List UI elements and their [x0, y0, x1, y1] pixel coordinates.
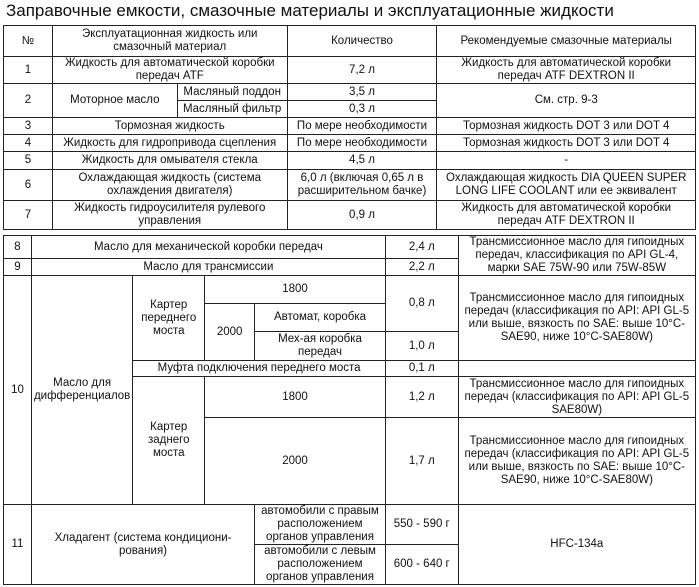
engine-cell: 1800 — [205, 276, 386, 304]
row-num: 7 — [4, 201, 53, 230]
qty-cell: 1,2 л — [385, 377, 458, 418]
engine-cell: 2000 — [205, 418, 386, 505]
row-num: 3 — [4, 118, 53, 135]
qty-cell: 4,5 л — [287, 152, 437, 170]
table-row — [4, 201, 696, 230]
row-num: 4 — [4, 135, 53, 152]
qty-cell: 0,3 л — [287, 101, 437, 118]
table-row — [4, 170, 696, 201]
rec-cell: Тормозная жидкость DOT 3 или DOT 4 — [437, 118, 696, 135]
row-num: 11 — [4, 505, 32, 585]
header-qty: Количество — [287, 26, 437, 57]
row-num: 8 — [4, 236, 32, 259]
gearbox-cell: Автомат, коробка — [255, 304, 386, 332]
qty-cell: 550 - 590 г — [385, 505, 458, 545]
rec-cell: Жидкость для автоматической коробки передач ATF DEXTRON II — [437, 201, 696, 230]
table-row — [4, 276, 696, 304]
steering-cell: автомобили с левым расположением органов управления — [255, 545, 386, 585]
steering-cell: автомобили с правым расположением органов управления — [255, 505, 386, 545]
fluid-cell: Хладагент (система кондициони-рования) — [31, 505, 254, 585]
qty-cell: 1,7 л — [385, 418, 458, 505]
qty-cell: 0,1 л — [385, 361, 458, 377]
qty-cell: 600 - 640 г — [385, 545, 458, 585]
fluid-cell: Моторное масло — [52, 84, 177, 118]
row-num: 9 — [4, 259, 32, 276]
rec-cell: - — [437, 152, 696, 170]
sub-cell: Масляный поддон — [177, 84, 287, 101]
rec-cell: Охлаждающая жидкость DIA QUEEN SUPER LONG LIFE COOLANT или ее эквивалент — [437, 170, 696, 201]
table-row — [4, 236, 696, 259]
rec-cell: Трансмиссионное масло для гипоидных передач (классификация по API: API GL-5 или выше, вязкость по SAE: выше 10°С-SAE90, ниже 10°С-SAE80W) — [458, 276, 695, 361]
fluid-cell: Жидкость для автоматической коробки передач ATF — [52, 57, 287, 84]
qty-cell: 0,9 л — [287, 201, 437, 230]
header-rec: Рекомендуемые смазочные материалы — [437, 26, 696, 57]
sub-cell: Масляный фильтр — [177, 101, 287, 118]
table-header-row — [4, 26, 696, 57]
qty-cell: 3,5 л — [287, 84, 437, 101]
qty-cell: 1,0 л — [385, 332, 458, 361]
qty-cell: По мере необходимости — [287, 135, 437, 152]
fluid-cell: Жидкость для омывателя стекла — [52, 152, 287, 170]
table-row — [4, 505, 696, 545]
rec-cell: Трансмиссионное масло для гипоидных передач, классификация по API GL-4, марки SAE 75W-90 или 75W-85W — [458, 236, 695, 276]
qty-cell: 7,2 л — [287, 57, 437, 84]
table-row — [4, 57, 696, 84]
clutch-cell: Муфта подключения переднего моста — [133, 361, 386, 377]
fluid-cell: Жидкость для гидропривода сцепления — [52, 135, 287, 152]
qty-cell: По мере необходимости — [287, 118, 437, 135]
row-num: 10 — [4, 276, 32, 505]
engine-cell: 2000 — [205, 304, 255, 361]
rear-axle-cell: Картер заднего моста — [133, 377, 205, 505]
rec-cell: См. стр. 9-3 — [437, 84, 696, 118]
fluid-cell: Тормозная жидкость — [52, 118, 287, 135]
fluids-table-lower — [3, 235, 696, 585]
rec-cell: HFC-134a — [458, 505, 695, 585]
front-axle-cell: Картер переднего моста — [133, 276, 205, 361]
qty-cell: 2,2 л — [385, 259, 458, 276]
qty-cell: 6,0 л (включая 0,65 л в расширительном бачке) — [287, 170, 437, 201]
fluid-cell: Масло для трансмиссии — [31, 259, 385, 276]
header-fluid: Эксплуатационная жидкость или смазочный материал — [52, 26, 287, 57]
rec-cell: Трансмиссионное масло для гипоидных передач (классификация по API: API GL-5 или выше, вязкость по SAE: выше 10°С-SAE90, ниже 10°С-SAE80W) — [458, 418, 695, 505]
page-title: Заправочные емкости, смазочные материалы и эксплуатационные жидкости — [6, 1, 614, 20]
fluids-table-upper — [3, 25, 696, 230]
fluid-cell: Охлаждающая жидкость (система охлаждения двигателя) — [52, 170, 287, 201]
row-num: 2 — [4, 84, 53, 118]
header-num: № — [4, 26, 53, 57]
qty-cell: 0,8 л — [385, 276, 458, 332]
row-num: 6 — [4, 170, 53, 201]
rec-cell: Трансмиссионное масло для гипоидных передач (классификация по API: API GL-5 SAE80W) — [458, 377, 695, 418]
table-row — [4, 135, 696, 152]
row-num: 5 — [4, 152, 53, 170]
table-row — [4, 152, 696, 170]
table-row — [4, 84, 696, 101]
table-row — [4, 118, 696, 135]
row-num: 1 — [4, 57, 53, 84]
fluid-cell: Масло для механической коробки передач — [31, 236, 385, 259]
rec-cell — [458, 361, 695, 377]
engine-cell: 1800 — [205, 377, 386, 418]
fluid-cell: Жидкость гидроусилителя рулевого управления — [52, 201, 287, 230]
rec-cell: Жидкость для автоматической коробки передач ATF DEXTRON II — [437, 57, 696, 84]
rec-cell: Тормозная жидкость DOT 3 или DOT 4 — [437, 135, 696, 152]
qty-cell: 2,4 л — [385, 236, 458, 259]
gearbox-cell: Мех-ая коробка передач — [255, 332, 386, 361]
fluid-cell: Масло для дифференциалов — [31, 276, 132, 505]
